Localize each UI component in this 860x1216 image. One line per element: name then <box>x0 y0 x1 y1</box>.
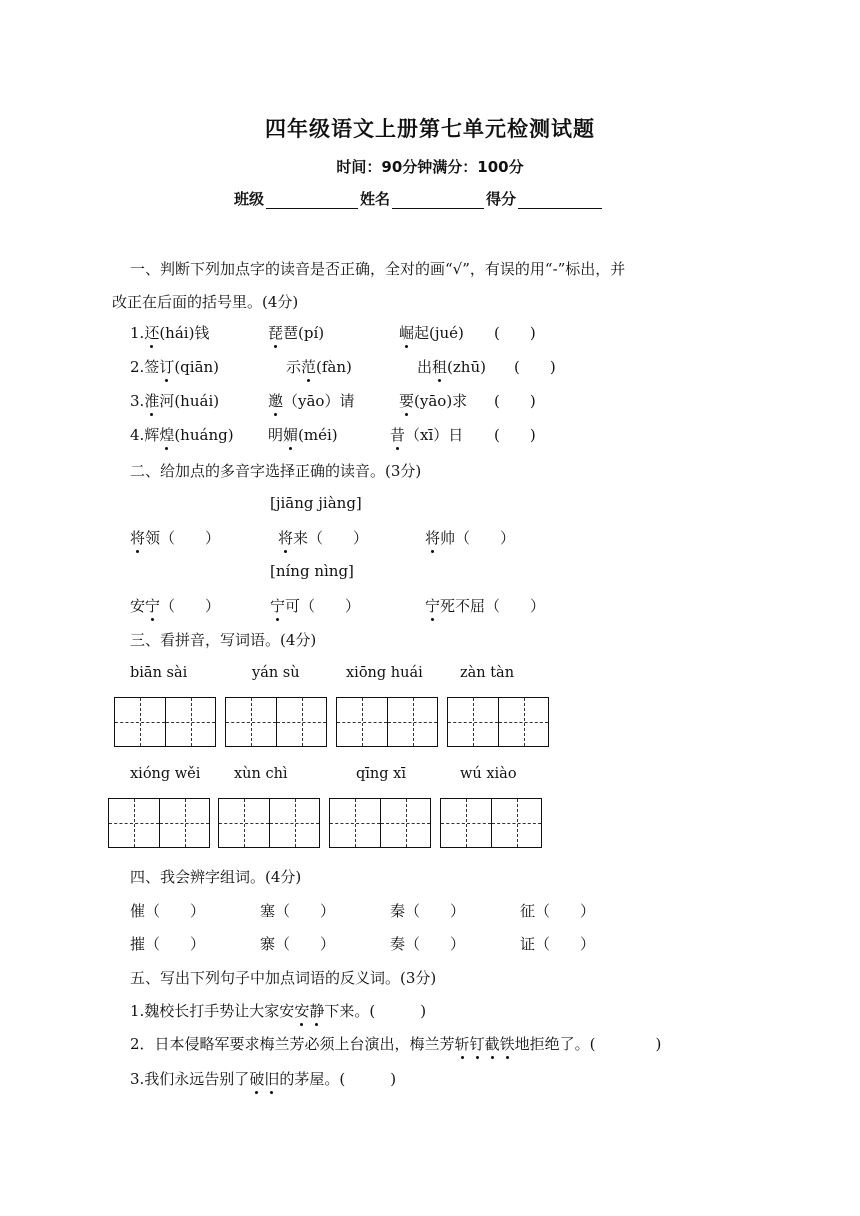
dotted-char: 邀 <box>268 392 284 410</box>
dotted-char: 钉 <box>469 1035 485 1053</box>
pinyin-3: xiōng huái <box>346 665 423 681</box>
writing-grid[interactable] <box>108 798 210 848</box>
pinyin-options-jiang: [jiāng jiàng] <box>270 494 362 512</box>
pinyin-6: xùn chì <box>234 766 288 782</box>
dotted-char: 宁 <box>425 597 441 615</box>
s4-item: 证（ ） <box>520 935 596 953</box>
writing-grid[interactable] <box>225 697 327 747</box>
writing-grid[interactable] <box>114 697 216 747</box>
dotted-char: 将 <box>425 529 441 547</box>
writing-grid[interactable] <box>218 798 320 848</box>
s2-word-1: 将领（ ） <box>130 529 221 547</box>
s4-item: 摧（ ） <box>130 935 206 953</box>
s1-row-2: 2.签订(qiān) <box>130 358 220 376</box>
name-blank[interactable] <box>392 193 484 209</box>
dotted-char: 还 <box>144 324 160 342</box>
dotted-char: 范 <box>301 358 317 376</box>
class-blank[interactable] <box>266 193 358 209</box>
dotted-char: 淮 <box>144 392 160 410</box>
pinyin-7: qīng xī <box>356 766 406 782</box>
pinyin-2: yán sù <box>252 665 300 681</box>
writing-grid[interactable] <box>336 697 438 747</box>
s1-row-4: 4.辉煌(huáng) <box>130 426 234 444</box>
writing-grid[interactable] <box>440 798 542 848</box>
dotted-char: 昔 <box>390 426 406 444</box>
pinyin-5: xióng wěi <box>130 766 201 782</box>
dotted-char: 旧 <box>264 1070 280 1088</box>
writing-grid[interactable] <box>329 798 431 848</box>
score-blank[interactable] <box>518 193 602 209</box>
class-label: 班级 <box>234 190 265 208</box>
s4-item: 秦（ ） <box>390 902 466 920</box>
answer-blank[interactable]: ( ) <box>494 426 536 444</box>
answer-blank[interactable]: ( ) <box>494 324 536 342</box>
time-score-info: 时间：90分钟满分：100分 <box>336 158 524 176</box>
s4-item: 奏（ ） <box>390 935 466 953</box>
dotted-char: 斩 <box>454 1035 470 1053</box>
s2-word-4: 安宁（ ） <box>130 597 221 615</box>
s2-word-3: 将帅（ ） <box>425 529 516 547</box>
score-label: 得分 <box>486 190 517 208</box>
section1-heading: 一、判断下列加点字的读音是否正确，全对的画“√”，有误的用“-”标出，并 <box>130 260 626 278</box>
section1-heading-cont: 改正在后面的括号里。(4分) <box>112 293 299 311</box>
dotted-char: 静 <box>309 1002 325 1020</box>
dotted-char: 宁 <box>145 597 161 615</box>
dotted-char: 煌 <box>159 426 175 444</box>
s5-question-3: 3.我们永远告别了破旧的茅屋。( ) <box>130 1070 397 1088</box>
s1-row-3: 3.淮河(huái) <box>130 392 220 410</box>
s4-item: 塞（ ） <box>260 902 336 920</box>
dotted-char: 截 <box>484 1035 500 1053</box>
dotted-char: 要 <box>399 392 415 410</box>
dotted-char: 媚 <box>283 426 299 444</box>
s2-word-5: 宁可（ ） <box>270 597 361 615</box>
s1-row-1: 1.还(hái)钱 <box>130 324 210 342</box>
pinyin-1: biān sài <box>130 665 188 681</box>
section5-heading: 五、写出下列句子中加点词语的反义词。(3分) <box>130 969 437 987</box>
dotted-char: 铁 <box>499 1035 515 1053</box>
student-info-line <box>234 188 604 209</box>
s4-item: 催（ ） <box>130 902 206 920</box>
dotted-char: 破 <box>249 1070 265 1088</box>
s2-word-2: 将来（ ） <box>278 529 369 547</box>
dotted-char: 宁 <box>270 597 286 615</box>
dotted-char: 订 <box>159 358 175 376</box>
s2-word-6: 宁死不屈（ ） <box>425 597 546 615</box>
pinyin-options-ning: [níng nìng] <box>270 562 354 580</box>
section2-heading: 二、给加点的多音字选择正确的读音。(3分) <box>130 462 422 480</box>
page-title: 四年级语文上册第七单元检测试题 <box>265 117 595 141</box>
dotted-char: 安 <box>294 1002 310 1020</box>
answer-blank[interactable]: ( ) <box>494 392 536 410</box>
pinyin-8: wú xiào <box>460 766 517 782</box>
name-label: 姓名 <box>360 190 391 208</box>
section3-heading: 三、看拼音，写词语。(4分) <box>130 631 317 649</box>
answer-blank[interactable]: ( ) <box>514 358 556 376</box>
dotted-char: 将 <box>278 529 294 547</box>
s5-question-1: 1.魏校长打手势让大家安安静下来。( ) <box>130 1002 427 1020</box>
dotted-char: 将 <box>130 529 146 547</box>
dotted-char: 租 <box>432 358 448 376</box>
s4-item: 征（ ） <box>520 902 596 920</box>
writing-grid[interactable] <box>447 697 549 747</box>
s5-question-2: 2．日本侵略军要求梅兰芳必须上台演出，梅兰芳斩钉截铁地拒绝了。( ) <box>130 1035 662 1053</box>
dotted-char: 琵 <box>268 324 284 342</box>
section4-heading: 四、我会辨字组词。(4分) <box>130 868 302 886</box>
s4-item: 寨（ ） <box>260 935 336 953</box>
dotted-char: 崛 <box>399 324 415 342</box>
pinyin-4: zàn tàn <box>460 665 515 681</box>
